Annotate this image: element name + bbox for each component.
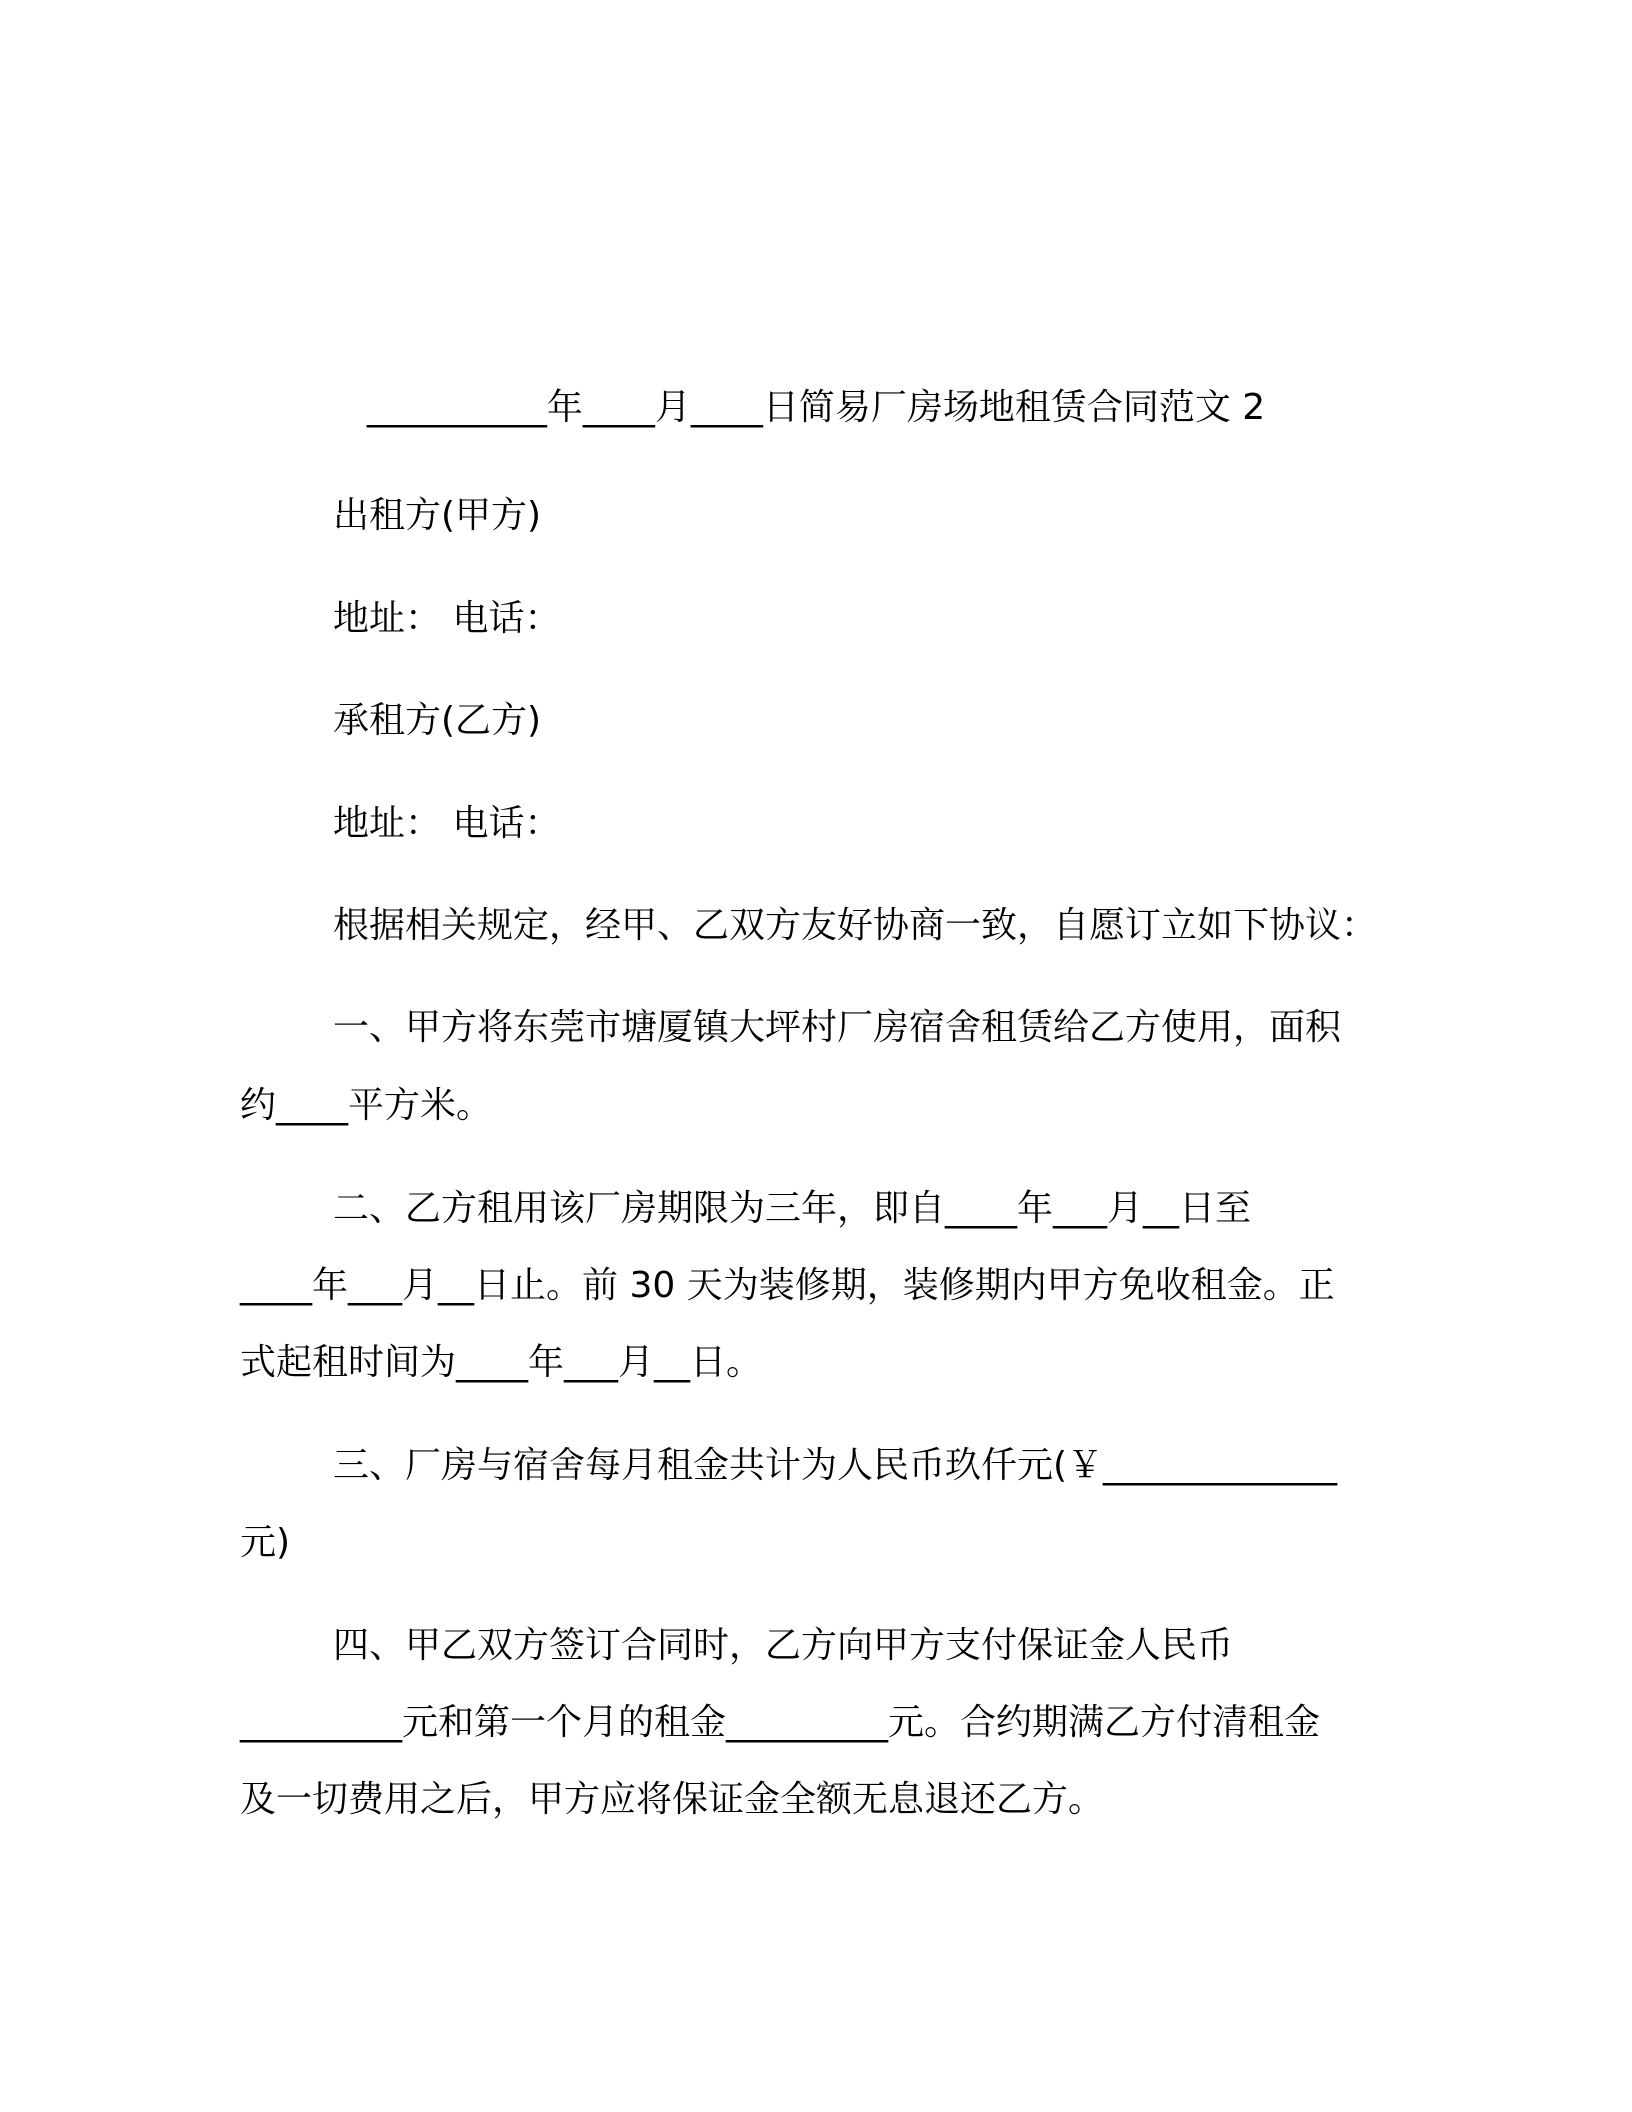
clause-line: 及一切费用之后，甲方应将保证金全额无息退还乙方。 — [240, 1779, 1105, 1820]
clause-line: ____年___月__日止。前 30 天为装修期，装修期内甲方免收租金。正 — [240, 1265, 1335, 1306]
lessor-label: 出租方(甲方) — [333, 495, 542, 536]
clause-line: 一、甲方将东莞市塘厦镇大坪村厂房宿舍租赁给乙方使用，面积 — [333, 1007, 1342, 1048]
lessee-contact: 地址： 电话： — [333, 803, 561, 844]
clause-line: 四、甲乙双方签订合同时，乙方向甲方支付保证金人民币 — [333, 1625, 1234, 1666]
document-title: __________年____月____日简易厂房场地租赁合同范文 2 — [366, 387, 1266, 428]
clause-line: 三、厂房与宿舍每月租金共计为人民币玖仟元(￥_____________ — [333, 1445, 1338, 1486]
clause-line: _________元和第一个月的租金_________元。合约期满乙方付清租金 — [240, 1702, 1321, 1743]
clause-line: 二、乙方租用该厂房期限为三年，即自____年___月__日至 — [333, 1188, 1252, 1229]
lessor-contact: 地址： 电话： — [333, 598, 561, 639]
clause-line: 约____平方米。 — [240, 1085, 493, 1126]
clause-line: 元) — [240, 1522, 291, 1563]
preamble: 根据相关规定，经甲、乙双方友好协商一致，自愿订立如下协议： — [333, 905, 1378, 946]
lessee-label: 承租方(乙方) — [333, 700, 542, 741]
clause-line: 式起租时间为____年___月__日。 — [240, 1342, 763, 1383]
